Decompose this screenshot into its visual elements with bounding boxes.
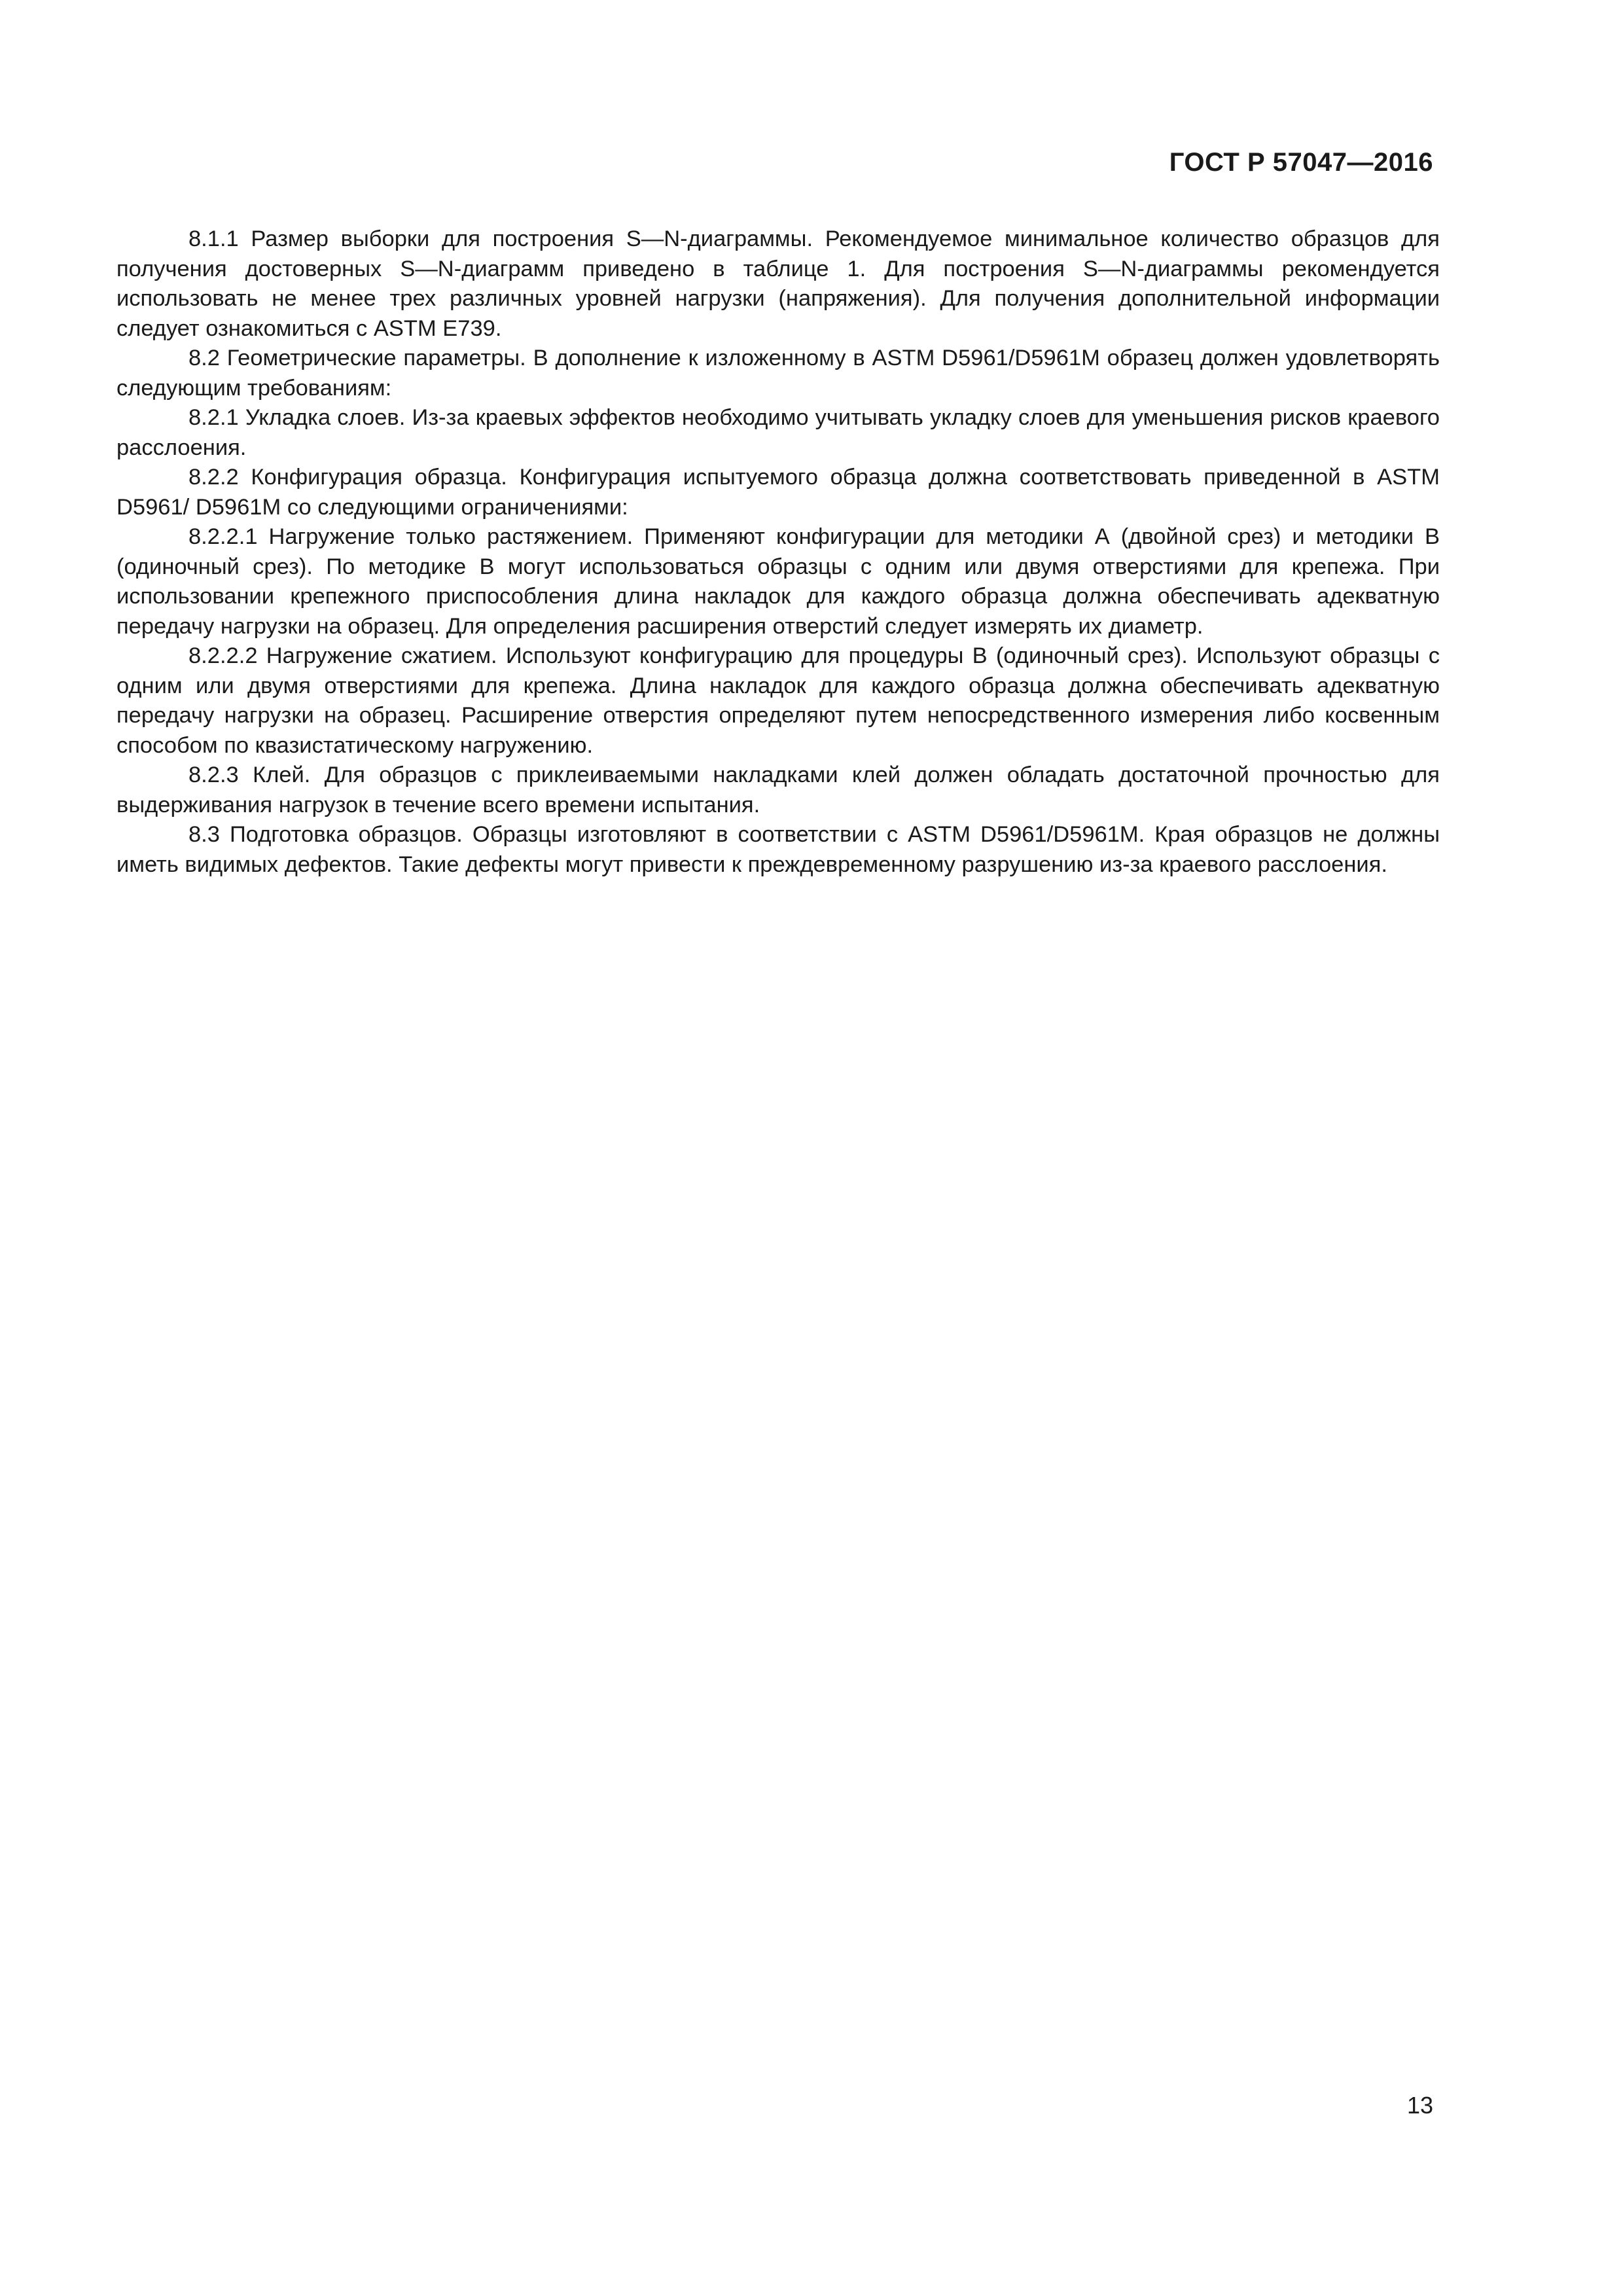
page-number: 13 bbox=[1406, 2092, 1433, 2119]
paragraph-8-2-2: 8.2.2 Конфигурация образца. Конфигурация испытуемого образца должна соответствовать приведенной в ASTM D5961/ D5961M со следующими ограничениями: bbox=[116, 465, 1440, 520]
paragraph-8-2: 8.2 Геометрические параметры. В дополнение к изложенному в ASTM D5961/D5961M образец должен удовлетворять следующим требованиям: bbox=[116, 346, 1440, 401]
paragraph-8-3: 8.3 Подготовка образцов. Образцы изготовляют в соответствии с ASTM D5961/D5961M. Края образцов не должны иметь видимых дефектов. Такие дефекты могут привести к преждевременному разрушению из-за краевого расслоения. bbox=[116, 822, 1440, 877]
paragraph-8-1-1: 8.1.1 Размер выборки для построения S—N-диаграммы. Рекомендуемое минимальное количество образцов для получения достоверных S—N-диаграмм приведено в таблице 1. Для построения S—N-диаграммы рекомендуется использовать не менее трех различных уровней нагрузки (напряжения). Для получения дополнительной информации следует ознакомиться с ASTM E739. bbox=[116, 226, 1440, 341]
paragraph-8-2-2-2: 8.2.2.2 Нагружение сжатием. Используют конфигурацию для процедуры В (одиночный срез). Используют образцы с одним или двумя отверстиями для крепежа. Длина накладок для каждого образца должна обеспечивать адекватную передачу нагрузки на образец. Расширение отверстия определяют путем непосредственного измерения либо косвенным способом по квазистатическому нагружению. bbox=[116, 643, 1440, 758]
paragraph-8-2-3: 8.2.3 Клей. Для образцов с приклеиваемыми накладками клей должен обладать достаточной прочностью для выдерживания нагрузок в течение всего времени испытания. bbox=[116, 762, 1440, 817]
paragraph-8-2-1: 8.2.1 Укладка слоев. Из-за краевых эффектов необходимо учитывать укладку слоев для уменьшения рисков краевого расслоения. bbox=[116, 405, 1440, 460]
paragraph-8-2-2-1: 8.2.2.1 Нагружение только растяжением. Применяют конфигурации для методики А (двойной срез) и методики В (одиночный срез). По методике В могут использоваться образцы с одним или двумя отверстиями для крепежа. При использовании крепежного приспособления длина накладок для каждого образца должна обеспечивать адекватную передачу нагрузки на образец. Для определения расширения отверстий следует измерять их диаметр. bbox=[116, 524, 1440, 639]
document-body bbox=[116, 224, 1440, 880]
standard-id-header: ГОСТ Р 57047—2016 bbox=[1169, 148, 1433, 177]
